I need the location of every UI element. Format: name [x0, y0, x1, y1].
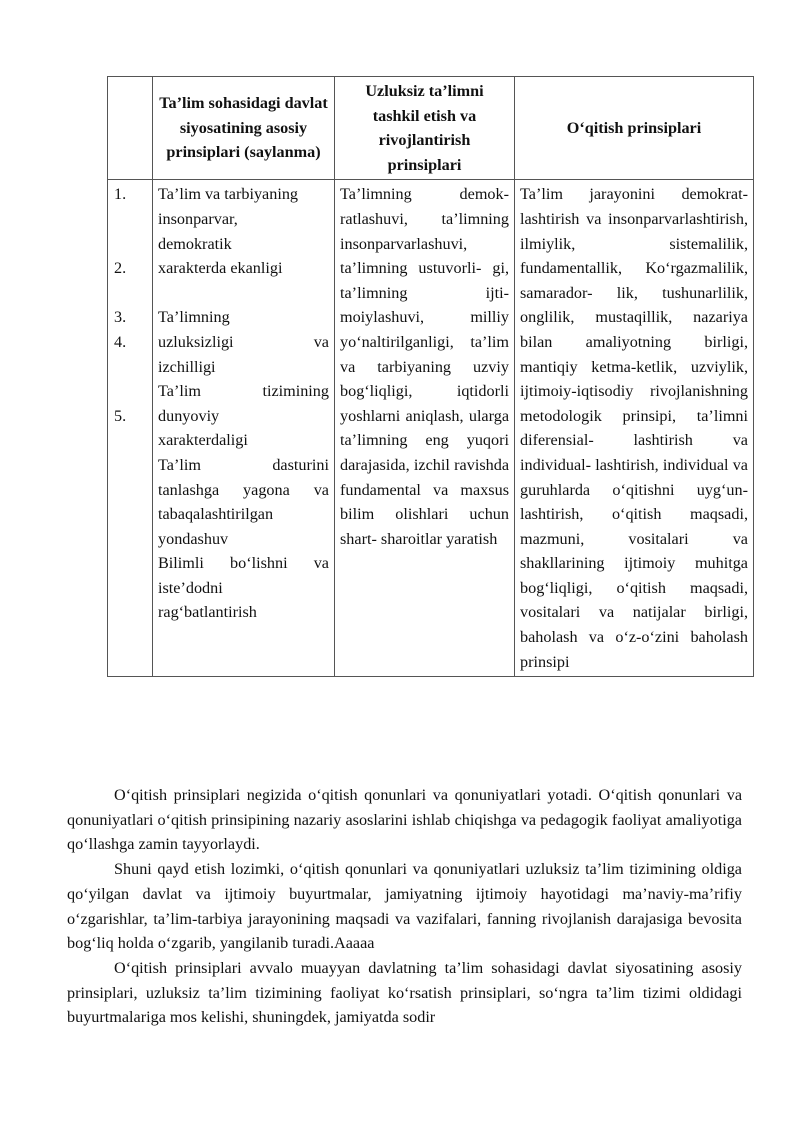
- row-number: 2.: [114, 259, 127, 278]
- row-number: 3.: [114, 308, 127, 327]
- cell-line: izchilligi: [158, 357, 216, 376]
- cell-line: yondashuv: [158, 529, 229, 548]
- cell-line: rag‘batlantirish: [158, 603, 257, 622]
- cell-line: uzluksizligi va: [158, 332, 329, 351]
- cell-line: Ta’lim va tarbiyaning: [158, 185, 299, 204]
- paragraph: O‘qitish prinsiplari negizida o‘qitish qonunlari va qonuniyatlari yotadi. O‘qitish qonunlari va qonuniyatlari o‘qitish prinsipining nazariy asoslarini ishlab chiqishga va pedagogik faoliyat amaliyotiga qo‘llashga zamin tayyorlaydi.: [67, 786, 742, 854]
- cell-line: dunyoviy: [158, 406, 220, 425]
- table-row: [108, 180, 754, 677]
- cell-line: demokratik: [158, 234, 232, 253]
- table-header-row: [108, 77, 754, 180]
- cell-line: xarakterda ekanligi: [158, 259, 283, 278]
- cell-line: iste’dodni: [158, 578, 223, 597]
- header-number: [108, 77, 153, 180]
- cell-line: tabaqalashtirilgan: [158, 505, 274, 524]
- paragraph: Shuni qayd etish lozimki, o‘qitish qonunlari va qonuniyatlari uzluksiz ta’lim tizimining oldiga qo‘yilgan davlat va ijtimoiy buyurtmalar, jamiyatning ijtimoiy hayotidagi ma’naviy-ma’rifiy o‘zgarishlar, ta’lim-tarbiya jarayonining maqsadi va vazifalari, fanning rivojlanish darajasiga bevosita bog‘liq holda o‘zgarib, yangilanib turadi.Aaaaa: [67, 860, 742, 953]
- continuous-education-principles-cell: Ta’limning demok- ratlashuvi, ta’limning insonparvarlashuvi, ta’limning ustuvorli- gi, ta’limning ijti- moiylashuvi, milliy yo‘naltirilganligi, ta’lim va tarbiyaning uzviy bog‘liqligi, iqtidorli yoshlarni aniqlash, ularga ta’limning eng yuqori darajasida, izchil ravishda fundamental va maxsus bilim olishlari uchun shart- sharoitlar yaratish: [335, 180, 515, 677]
- cell-spacer: [158, 281, 329, 306]
- cell-line: Bilimli bo‘lishni va: [158, 554, 329, 573]
- body-text: [67, 783, 742, 1030]
- cell-line: insonparvar,: [158, 209, 238, 228]
- paragraph: O‘qitish prinsiplari avvalo muayyan davlatning ta’lim sohasidagi davlat siyosatining asosiy prinsiplari, uzluksiz ta’lim tizimining faoliyat ko‘rsatish prinsiplari, so‘ngra ta’lim tizimi oldidagi buyurtmalariga mos kelishi, shuningdek, jamiyatda sodir: [67, 958, 742, 1027]
- row-number: 1.: [114, 185, 127, 204]
- cell-line: tanlashga yagona va: [158, 480, 329, 499]
- principles-table: [107, 76, 754, 677]
- cell-line: Ta’lim tizimining: [158, 382, 329, 401]
- header-continuous-education-principles: Uzluksiz ta’limni tashkil etish va rivojlantirish prinsiplari: [335, 77, 515, 180]
- cell-line: xarakterdaligi: [158, 431, 248, 450]
- cell-line: Ta’lim dasturini: [158, 455, 329, 474]
- header-teaching-principles: O‘qitish prinsiplari: [515, 77, 754, 180]
- number-cell: [108, 180, 153, 677]
- row-number: 5.: [114, 406, 127, 425]
- row-number: 4.: [114, 332, 127, 351]
- teaching-principles-cell: Ta’lim jarayonini demokrat- lashtirish va insonparvarlashtirish, ilmiylik, sistemalilik, fundamentallik, Ko‘rgazmalilik, samarador- lik, tushunarlilik, onglilik, mustaqillik, nazariya bilan amaliyotning birligi, mantiqiy ketma-ketlik, uzviylik, ijtimoiy-iqtisodiy rivojlanishning metodologik prinsipi, ta’limni diferensial- lashtirish va individual- lashtirish, individual va guruhlarda o‘qitishni uyg‘un- lashtirish, o‘qitish maqsadi, mazmuni, vositalari va shakllarining ijtimoiy muhitga bog‘liqligi, o‘qitish maqsadi, vositalari va natijalar birligi, baholash va o‘z-o‘zini baholash prinsipi: [515, 180, 754, 677]
- cell-line: Ta’limning: [158, 308, 230, 327]
- state-policy-principles-cell: [153, 180, 335, 677]
- header-state-policy-principles: Ta’lim sohasidagi davlat siyosatining asosiy prinsiplari (saylanma): [153, 77, 335, 180]
